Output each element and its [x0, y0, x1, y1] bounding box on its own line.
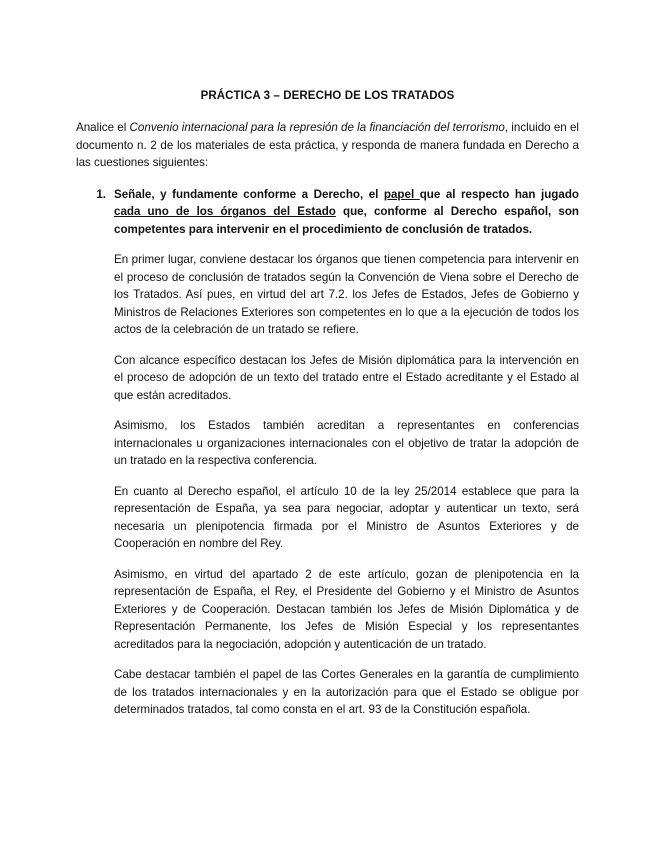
question-underline-1: papel — [383, 187, 420, 201]
intro-text-start: Analice el — [76, 121, 130, 134]
intro-paragraph — [76, 119, 579, 172]
intro-text-end: , incluido en el documento n. 2 de los materiales de esta práctica, y responda de manera fundada en Derecho a las cuestiones siguientes: — [76, 121, 580, 169]
question-part-3: que, conforme al Derecho español, son competentes para intervenir en el procedimiento de conclusión de tratados. — [114, 205, 580, 236]
question-item — [76, 186, 579, 239]
question-number: 1. — [96, 187, 106, 201]
question-part-2: que al respecto han jugado — [419, 187, 579, 201]
answer-paragraph-2: Con alcance específico destacan los Jefes de Misión diplomática para la intervención en el proceso de adopción de un texto del tratado entre el Estado acreditante y el Estado al que están acreditados. — [114, 353, 579, 402]
question-underline-2: cada uno de los órganos del Estado — [114, 205, 336, 218]
question-text — [114, 186, 579, 239]
answer-paragraph-6: Cabe destacar también el papel de las Cortes Generales en la garantía de cumplimiento de los tratados internacionales y en la autorización para que el Estado se obligue por determinados tratados, tal como consta en el art. 93 de la Constitución española. — [114, 668, 579, 716]
question-part-1: Señale, y fundamente conforme a Derecho, el — [114, 187, 384, 201]
intro-convention-title: Convenio internacional para la represión de la financiación del terrorismo — [129, 121, 505, 134]
answer-section — [114, 251, 579, 719]
page-title: PRÁCTICA 3 – DERECHO DE LOS TRATADOS — [200, 90, 455, 102]
answer-paragraph-5: Asimismo, en virtud del apartado 2 de este artículo, gozan de plenipotencia en la representación de España, el Rey, el Presidente del Gobierno y el Ministro de Asuntos Exteriores y de Cooperación. Destacan también los Jefes de Misión Diplomática y de Representación Permanente, los Jefes de Misión Especial y los representantes acreditados para la negociación, adopción y autenticación de un tratado. — [114, 567, 579, 651]
answer-paragraph-4: En cuanto al Derecho español, el artículo 10 de la ley 25/2014 establece que para la representación de España, ya sea para negociar, adoptar y autenticar un texto, será necesaria un plenipotencia firmada por el Ministro de Asuntos Exteriores y de Cooperación en nombre del Rey. — [114, 484, 579, 550]
answer-paragraph-1: En primer lugar, conviene destacar los órganos que tienen competencia para intervenir en el proceso de conclusión de tratados según la Convención de Viena sobre el Derecho de los Tratados. Así pues, en virtud del art 7.2. los Jefes de Estados, Jefes de Gobierno y Ministros de Relaciones Exteriores son competentes en lo que a la ejecución de todos los actos de la celebración de un tratado se refiere. — [114, 253, 579, 336]
answer-paragraph-3: Asimismo, los Estados también acreditan a representantes en conferencias internacionales u organizaciones internacionales con el objetivo de tratar la adopción de un tratado en la respectiva conferencia. — [114, 419, 579, 467]
